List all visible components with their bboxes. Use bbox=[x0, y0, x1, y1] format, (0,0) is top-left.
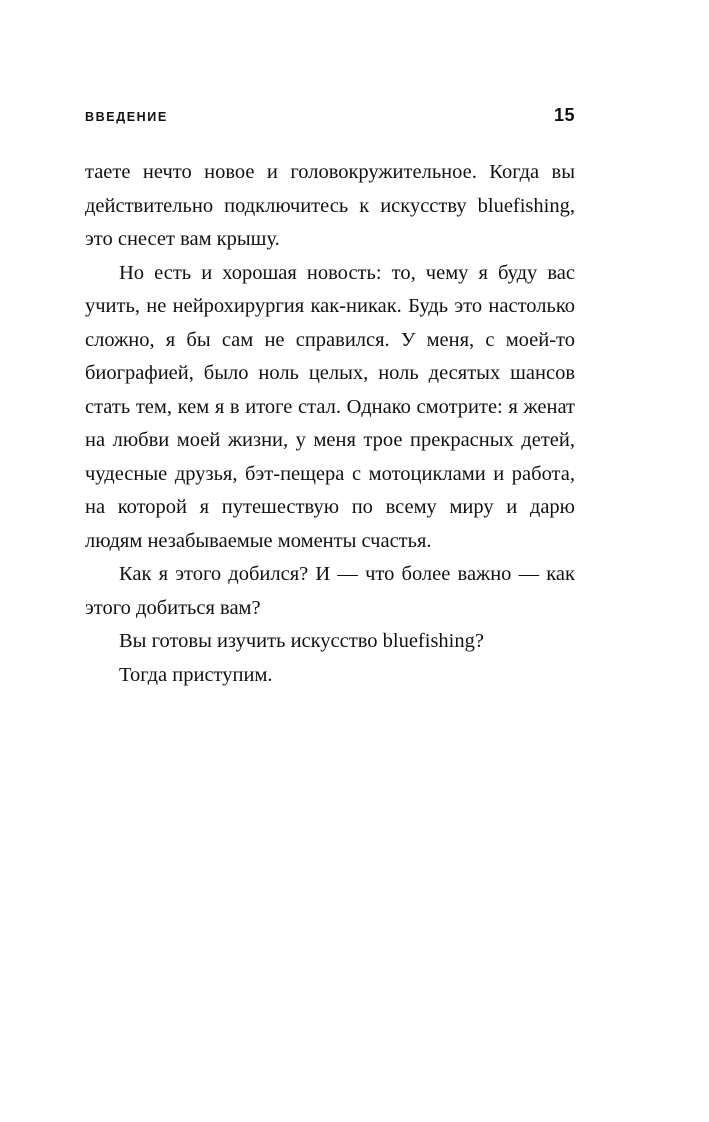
paragraph: Тогда приступим. bbox=[119, 663, 273, 686]
page-content bbox=[85, 105, 575, 692]
paragraph: Но есть и хорошая новость: то, чему я буду вас учить, не нейрохирургия как-никак. Будь это настолько сложно, я бы сам не справился. У меня, с моей-то биографией, было ноль целых, ноль десятых шансов стать тем, кем я в итоге стал. Однако смотрите: я женат на любви моей жизни, у меня трое прекрасных детей, чудесные друзья, бэт-пещера с мотоциклами и работа, на которой я путешествую по всему миру и дарю людям незабываемые моменты счастья. bbox=[85, 261, 575, 552]
paragraph: Вы готовы изучить искусство bluefishing? bbox=[119, 630, 484, 652]
running-head-title: ВВЕДЕНИЕ bbox=[85, 110, 168, 124]
paragraph: таете нечто новое и головокружительное. Когда вы действительно подключитесь к искусству bluefishing, это снесет вам крышу. bbox=[85, 161, 575, 250]
page-number: 15 bbox=[553, 105, 575, 125]
body-text bbox=[85, 156, 575, 692]
running-head bbox=[85, 105, 575, 126]
paragraph: Как я этого добился? И — что более важно — как этого добиться вам? bbox=[85, 563, 575, 619]
